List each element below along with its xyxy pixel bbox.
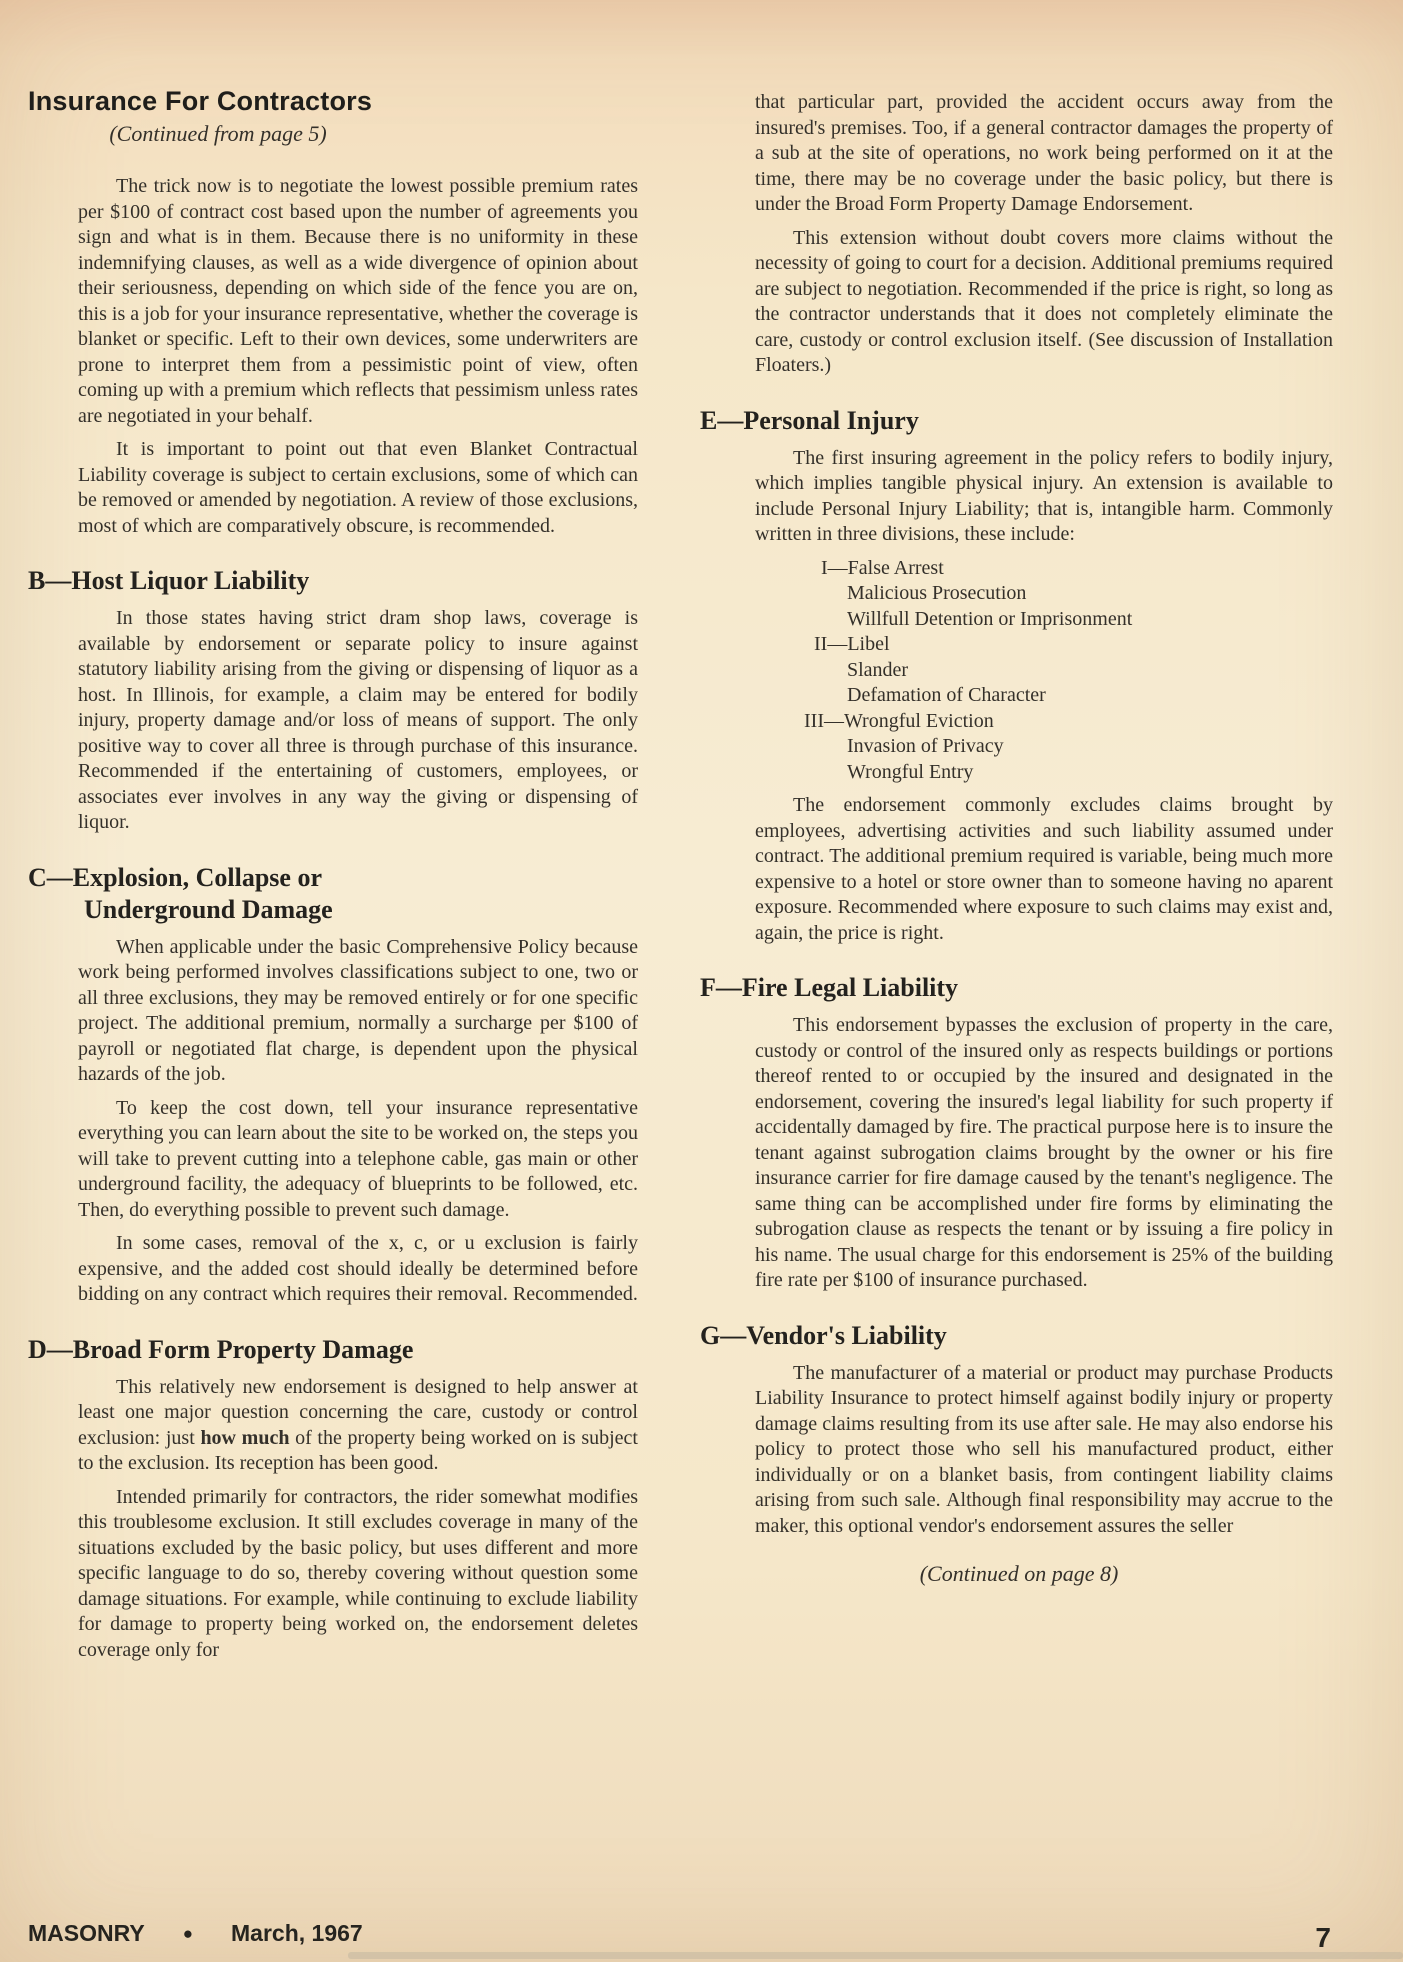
footer-date: March, 1967 <box>231 1920 363 1946</box>
list-item: I—False Arrest <box>821 556 944 579</box>
section-e-heading: E—Personal Injury <box>700 405 919 435</box>
section-b-heading: B—Host Liquor Liability <box>28 566 310 595</box>
right-column <box>700 90 1336 1587</box>
article-continued-from: (Continued from page 5) <box>109 121 327 146</box>
section-b-paragraph: In those states having strict dram shop laws, coverage is available by endorsement or separate policy to insure against statutory liability arising from the giving or dispensing of liquor as a host. In Illinois, for example, a claim may be entered for bodily injury, property damage and/or loss of means of support. The only positive way to cover all three is through purchase of this insurance. Recommended if the entertaining of customers, employees, or associates ever involves in any way the giving or dispensing of liquor. <box>78 607 638 833</box>
intro-paragraph: The trick now is to negotiate the lowest possible premium rates per $100 of contract cost based upon the number of agreements you sign and what is in them. Because there is no uniformity in these indemnifying clauses, as well as a wide divergence of opinion about their seriousness, depending on which side of the fence you are on, this is a job for your insurance representative, whether the coverage is blanket or specific. Left to their own devices, some underwriters are prone to interpret them from a pessimistic point of view, often coming up with a premium which reflects that pessimism unless rates are negotiated in your behalf. <box>78 175 638 427</box>
section-g-paragraph: The manufacturer of a material or product may purchase Products Liability Insurance to protect himself against bodily injury or property damage claims resulting from its use after sale. He may also endorse his policy to protect those who sell his manufactured product, either individually or on a blanket basis, from contingent liability claims arising from such sale. Although final responsibility may accrue to the maker, this optional vendor's endorsement assures the seller <box>755 1361 1333 1537</box>
continued-on-page-note: (Continued on page 8) <box>919 1561 1119 1586</box>
section-c-paragraph: To keep the cost down, tell your insurance representative everything you can learn about the site to be worked on, the steps you will take to prevent cutting into a telephone cable, gas main or other underground facility, the adequacy of blueprints to be followed, etc. Then, do everything possible to prevent such damage. <box>78 1096 638 1221</box>
list-item: III—Wrongful Eviction <box>804 709 994 732</box>
list-item: Slander <box>847 658 909 681</box>
footer-magazine-name: MASONRY <box>28 1920 145 1946</box>
list-item: Wrongful Entry <box>847 760 974 783</box>
list-item: Malicious Prosecution <box>847 582 1027 604</box>
section-d-paragraph <box>78 1375 638 1477</box>
section-d-heading: D—Broad Form Property Damage <box>28 1334 414 1364</box>
personal-injury-divisions-list <box>755 556 1336 786</box>
section-d-paragraph-post: of the property being worked on is subject to the exclusion. Its reception has been good. <box>78 1426 638 1474</box>
section-g-heading: G—Vendor's Liability <box>700 1320 947 1350</box>
section-d-paragraph: Intended primarily for contractors, the rider somewhat modifies this troublesome exclusion. It still excludes coverage in many of the situations excluded by the basic policy, but uses different and more specific language to do so, thereby covering without question some damage situations. For example, while continuing to exclude liability for damage to property being worked on, the endorsement deletes coverage only for <box>78 1485 638 1661</box>
section-c-heading <box>28 862 640 926</box>
intro-paragraph: It is important to point out that even Blanket Contractual Liability coverage is subject to certain exclusions, some of which can be removed or amended by negotiation. A review of those exclusions, most of which are comparatively obscure, is recommended. <box>78 438 638 537</box>
section-e-paragraph: The first insuring agreement in the policy refers to bodily injury, which implies tangible physical injury. An extension is available to include Personal Injury Liability; that is, intangible harm. Commonly written in three divisions, these include: <box>755 446 1333 545</box>
scan-artifact-strip <box>348 1952 1403 1959</box>
article-title: Insurance For Contractors <box>28 86 373 116</box>
section-c-heading-line2: Underground Damage <box>84 894 333 924</box>
section-f-paragraph: This endorsement bypasses the exclusion of property in the care, custody or control of the insured only as respects buildings or portions thereof rented to or occupied by the insured and designated in the endorsement, covering the insured's legal liability for such property if accidentally damaged by fire. The practical purpose here is to insure the tenant against subrogation claims brought by the owner or his fire insurance carrier for fire damage caused by the tenant's negligence. The same thing can be accomplished under fire forms by eliminating the subrogation clause as respects the tenant or by issuing a fire policy in his name. The usual charge for this endorsement is 25% of the building fire rate per $100 of insurance purchased. <box>755 1014 1333 1291</box>
list-item: II—Libel <box>814 633 890 655</box>
bullet-icon: ● <box>182 1924 193 1943</box>
list-item: Willfull Detention or Imprisonment <box>847 607 1133 630</box>
page-number: 7 <box>1315 1922 1331 1953</box>
left-column <box>28 86 640 1671</box>
section-c-paragraph: When applicable under the basic Comprehensive Policy because work being performed involves classifications subject to one, two or all three exclusions, they may be removed entirely or for one specific project. The additional premium, normally a surcharge per $100 of payroll or negotiated flat charge, is dependent upon the physical hazards of the job. <box>78 935 638 1085</box>
section-d-paragraph-bold: how much <box>200 1426 290 1449</box>
section-e-paragraph: The endorsement commonly excludes claims brought by employees, advertising activities and such liability assumed under contract. The additional premium required is variable, being much more expensive to a hotel or store owner than to someone having no aparent exposure. Recommended where exposure to such claims may exist and, again, the price is right. <box>755 794 1333 944</box>
body-paragraph: This extension without doubt covers more claims without the necessity of going to court for a decision. Additional premiums required are subject to negotiation. Recommended if the price is right, so long as the contractor understands that it does not completely eliminate the care, custody or control exclusion itself. (See discussion of Installation Floaters.) <box>755 226 1333 376</box>
section-c-paragraph: In some cases, removal of the x, c, or u exclusion is fairly expensive, and the added cost should ideally be determined before bidding on any contract which requires their removal. Recommended. <box>78 1232 638 1305</box>
section-f-heading: F—Fire Legal Liability <box>700 973 959 1002</box>
continuation-paragraph: that particular part, provided the accident occurs away from the insured's premises. Too, if a general contractor damages the property of a sub at the site of operations, no work being performed on it at the time, there may be no coverage under the basic policy, but there is under the Broad Form Property Damage Endorsement. <box>755 91 1333 215</box>
section-c-heading-line1: C—Explosion, Collapse or <box>28 862 322 892</box>
footer <box>28 1920 363 1947</box>
list-item: Invasion of Privacy <box>847 735 1004 757</box>
list-item: Defamation of Character <box>847 684 1046 706</box>
section-d-paragraph-pre: This relatively new endorsement is designed to help answer at least one major question concerning the care, custody or control exclusion: just <box>78 1375 638 1449</box>
